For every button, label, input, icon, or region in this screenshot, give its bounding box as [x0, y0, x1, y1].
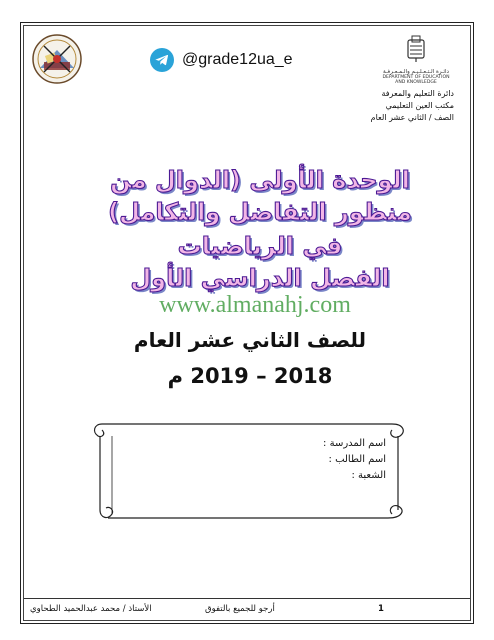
footer-wish: أرجو للجميع بالتفوق	[205, 604, 275, 614]
school-logo-icon	[30, 32, 84, 86]
watermark-url: www.almanahj.com	[159, 292, 351, 318]
header-line-grade: الصف / الثاني عشر العام	[370, 113, 454, 122]
student-info-fields	[323, 436, 386, 484]
title-line-1: الوحدة الأولى (الدوال من	[110, 166, 410, 194]
footer-divider	[24, 598, 470, 599]
student-name-label: اسم الطالب :	[328, 454, 386, 465]
school-name-label: اسم المدرسة :	[323, 438, 386, 449]
page-number: 1	[378, 604, 384, 614]
title-line-3: في الرياضيات	[177, 232, 343, 260]
telegram-handle-text: @grade12ua_e	[182, 51, 293, 68]
telegram-handle[interactable]	[150, 48, 293, 72]
department-name-english-2: AND KNOWLEDGE	[395, 80, 437, 85]
grade-title: للصف الثاني عشر العام	[133, 328, 367, 352]
department-logo	[376, 34, 456, 85]
department-name-arabic: دائـرة الـتـعـلـيـم والـمـعـرفـة	[383, 69, 449, 75]
footer-teacher: الأستاذ / محمد عبدالحميد الطحاوي	[30, 604, 152, 614]
header-line-department: دائرة التعليم والمعرفة	[381, 89, 454, 98]
title-line-4: الفصل الدراسي الأول	[130, 264, 390, 292]
document-header	[371, 88, 454, 124]
department-name-english: DEPARTMENT OF EDUCATION	[382, 75, 450, 80]
academic-year: 2018 – 2019 م	[167, 364, 333, 388]
title-line-2: منظور التفاضل والتكامل)	[108, 198, 412, 226]
emblem-icon	[402, 34, 430, 64]
telegram-icon	[150, 48, 174, 72]
header-line-office: مكتب العين التعليمي	[385, 101, 454, 110]
section-label: الشعبة :	[351, 470, 386, 481]
